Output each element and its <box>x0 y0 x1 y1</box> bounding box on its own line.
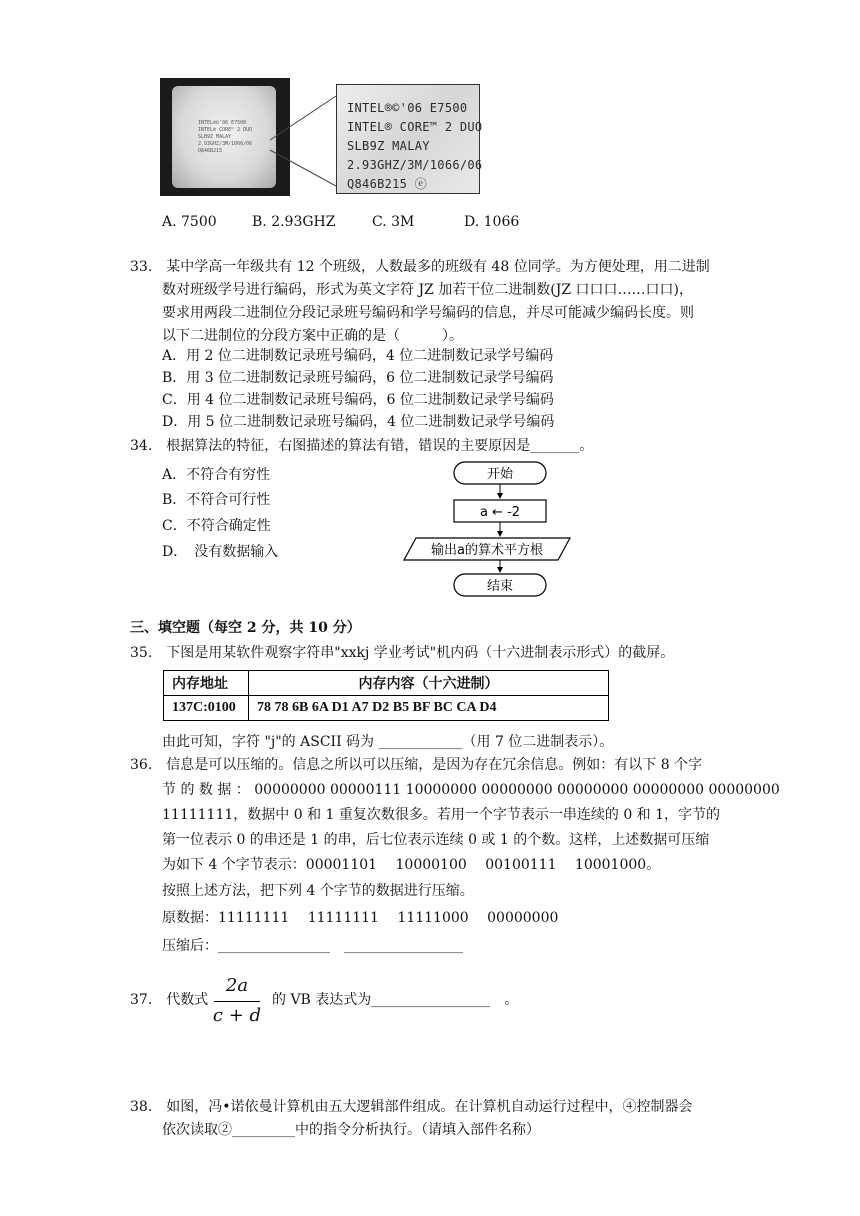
q32-option-d: D. 1066 <box>464 214 520 230</box>
table-header-content: 内存内容（十六进制） <box>249 671 609 696</box>
q33-stem-line-4: 以下二进制位的分段方案中正确的是（ ）。 <box>162 328 463 344</box>
q36-compressed-answer: 压缩后：________________ _________________ <box>162 938 463 954</box>
q33-option-a: A．用 2 位二进制数记录班号编码，4 位二进制数记录学号编码 <box>162 348 554 364</box>
q37-fraction <box>212 974 262 1030</box>
memory-dump-table <box>163 670 609 721</box>
flow-assign-label: a ← -2 <box>479 505 521 520</box>
flow-output-label: 输出a的算术平方根 <box>431 543 543 558</box>
flow-end-label: 结束 <box>486 579 514 594</box>
table-header-row <box>164 671 609 696</box>
table-row <box>164 696 609 721</box>
q33-option-b: B．用 3 位二进制数记录班号编码，6 位二进制数记录学号编码 <box>162 370 554 386</box>
q32-option-c: C. 3M <box>372 214 415 230</box>
q34-option-d: D． 没有数据输入 <box>162 544 279 560</box>
q35-tail: 由此可知，字符 "j"的 ASCII 码为 ____________（用 7 位二进制表示）。 <box>162 734 614 750</box>
cpu-chip-small-text: INTEL®©'06 E7500 INTEL® CORE™ 2 DUO SLB9Z MALAY 2.93GHZ/3M/1066/06 Q846B215 <box>198 120 253 154</box>
q33-stem-line-1: 33. 某中学高一年级共有 12 个班级，人数最多的班级有 48 位同学。为方便处理，用二进制 <box>130 259 710 275</box>
q34-option-c: C．不符合确定性 <box>162 518 271 534</box>
q33-option-c: C．用 4 位二进制数记录班号编码，6 位二进制数记录学号编码 <box>162 392 554 408</box>
table-cell-content: 78 78 6B 6A D1 A7 D2 B5 BF BC CA D4 <box>249 696 609 721</box>
cpu-label-zoom <box>336 84 483 194</box>
q38-line-2: 依次读取②_________中的指令分析执行。（请填入部件名称） <box>162 1122 540 1138</box>
algorithm-flowchart <box>400 460 580 600</box>
q36-line-2: 节 的 数 据 ： 00000000 00000111 10000000 00000000 00000000 00000000 00000000 <box>162 782 780 798</box>
q37-prefix: 37. 代数式 <box>130 992 209 1008</box>
q36-line-5: 为如下 4 个字节表示：00001101 10000100 00100111 10001000。 <box>162 857 661 873</box>
table-header-address: 内存地址 <box>164 671 249 696</box>
q37-suffix: 的 VB 表达式为_________________ 。 <box>272 992 519 1008</box>
q36-line-1: 36. 信息是可以压缩的。信息之所以可以压缩，是因为存在冗余信息。例如：有以下 8 个字 <box>130 757 703 773</box>
section-3-heading: 三、填空题（每空 2 分，共 10 分） <box>130 620 361 636</box>
q32-option-a: A. 7500 <box>162 214 217 230</box>
q33-stem-line-2: 数对班级学号进行编码，形式为英文字符 JZ 加若干位二进制数(JZ 口口口……口口)， <box>162 282 693 298</box>
q34-stem: 34. 根据算法的特征，右图描述的算法有错，错误的主要原因是_______。 <box>130 438 594 454</box>
q34-option-b: B．不符合可行性 <box>162 492 271 508</box>
q35-stem: 35. 下图是用某软件观察字符串"xxkj 学业考试"机内码（十六进制表示形式）的截屏。 <box>130 645 675 661</box>
q36-line-3: 11111111，数据中 0 和 1 重复次数很多。若用一个字节表示一串连续的 0 和 1，字节的 <box>162 807 721 823</box>
q33-stem-line-3: 要求用两段二进制位分段记录班号编码和学号编码的信息，并尽可能减少编码长度。则 <box>162 305 694 321</box>
q34-option-a: A．不符合有穷性 <box>162 467 271 483</box>
q36-line-4: 第一位表示 0 的串还是 1 的串，后七位表示连续 0 或 1 的个数。这样，上述数据可压缩 <box>162 832 710 848</box>
fraction-bar <box>214 1001 260 1002</box>
fraction-numerator: 2a <box>225 975 249 996</box>
q38-line-1: 38. 如图，冯•诺依曼计算机由五大逻辑部件组成。在计算机自动运行过程中，④控制器会 <box>130 1099 693 1115</box>
flow-start-label: 开始 <box>486 467 514 482</box>
table-cell-address: 137C:0100 <box>164 696 249 721</box>
q33-option-d: D．用 5 位二进制数记录班号编码，4 位二进制数记录学号编码 <box>162 414 555 430</box>
cpu-label-zoom-text: INTEL®©'06 E7500 INTEL® CORE™ 2 DUO SLB9Z MALAY 2.93GHZ/3M/1066/06 Q846B215 ⓔ <box>347 101 483 191</box>
q36-original-data: 原数据：11111111 11111111 11111000 00000000 <box>162 910 559 926</box>
q36-line-6: 按照上述方法，把下列 4 个字节的数据进行压缩。 <box>162 883 474 899</box>
q32-option-b: B. 2.93GHZ <box>252 214 336 230</box>
fraction-denominator: c + d <box>212 1005 262 1026</box>
